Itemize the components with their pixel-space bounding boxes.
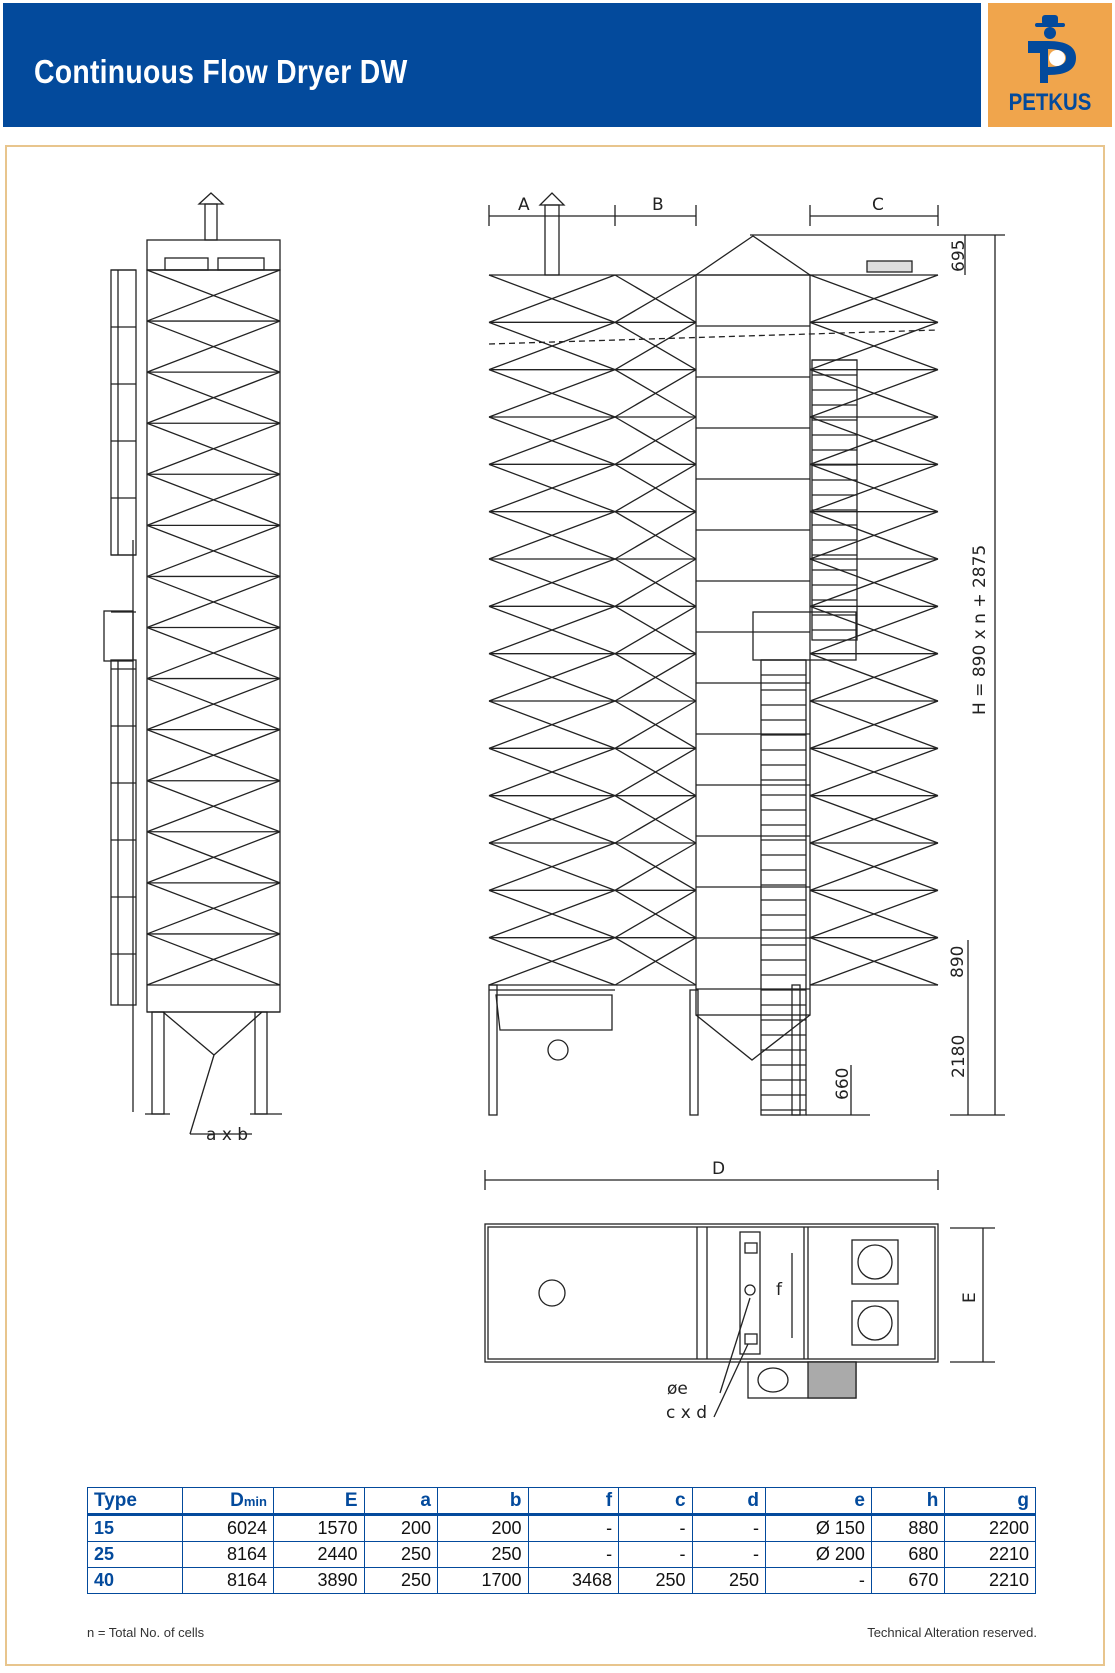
side-vent <box>165 258 208 270</box>
table-cell: 3890 <box>274 1568 365 1594</box>
footnote-cells: n = Total No. of cells <box>87 1625 205 1640</box>
table-cell: 680 <box>871 1542 944 1568</box>
col-header: E <box>274 1488 365 1515</box>
table-cell: - <box>528 1515 619 1542</box>
exhaust-chimney <box>205 204 217 240</box>
label-cxd: c x d <box>666 1403 708 1423</box>
cxd-leader <box>714 1344 748 1417</box>
side-hopper <box>163 1012 262 1055</box>
front-hopper <box>696 1015 810 1060</box>
table-row <box>88 1568 1036 1594</box>
table-cell: 8164 <box>183 1568 274 1594</box>
dim-890: 890 <box>948 945 968 978</box>
table-cell: 250 <box>692 1568 765 1594</box>
plan-inlet <box>539 1280 565 1306</box>
col-header: a <box>364 1488 437 1515</box>
table-cell: 250 <box>619 1568 692 1594</box>
table-cell: 2210 <box>945 1542 1036 1568</box>
dashed-grain-line <box>489 330 938 344</box>
table-cell: - <box>766 1568 872 1594</box>
front-fan-housing <box>496 995 612 1030</box>
table-cell: 3468 <box>528 1568 619 1594</box>
side-platform <box>104 611 133 661</box>
plan-motor-block <box>808 1362 856 1398</box>
table-cell: 250 <box>364 1542 437 1568</box>
front-central-roof <box>696 236 810 275</box>
table-cell: 200 <box>438 1515 529 1542</box>
col-header: c <box>619 1488 692 1515</box>
table-cell: 2210 <box>945 1568 1036 1594</box>
table-cell: Ø 200 <box>766 1542 872 1568</box>
col-header: b <box>438 1488 529 1515</box>
front-leg <box>690 990 698 1115</box>
dim-height-formula: H = 890 x n + 2875 <box>970 544 990 715</box>
plan-fan-rotor <box>858 1306 892 1340</box>
col-header: e <box>766 1488 872 1515</box>
label-C: C <box>872 195 884 215</box>
plan-fan <box>852 1301 898 1345</box>
table-row <box>88 1515 1036 1542</box>
label-oe: øe <box>667 1379 688 1399</box>
table-cell: - <box>528 1542 619 1568</box>
side-leg <box>152 1012 164 1114</box>
table-cell: - <box>692 1515 765 1542</box>
axb-leader <box>190 1055 214 1134</box>
table-cell: 25 <box>88 1542 183 1568</box>
plan-square <box>745 1334 757 1344</box>
col-header: f <box>528 1488 619 1515</box>
col-header: d <box>692 1488 765 1515</box>
table-cell: - <box>692 1542 765 1568</box>
col-header: Dmin <box>183 1488 274 1515</box>
col-header: Type <box>88 1488 183 1515</box>
table-cell: 8164 <box>183 1542 274 1568</box>
side-vent <box>218 258 264 270</box>
exhaust-chimney-cap <box>199 193 223 204</box>
side-top-housing <box>147 240 280 270</box>
label-B: B <box>652 195 664 215</box>
front-vent <box>867 261 912 272</box>
plan-fan <box>852 1240 898 1284</box>
plan-outline <box>485 1224 938 1362</box>
table-cell: 6024 <box>183 1515 274 1542</box>
table-cell: Ø 150 <box>766 1515 872 1542</box>
plan-motor-drum <box>758 1368 788 1392</box>
table-cell: 670 <box>871 1568 944 1594</box>
front-platform <box>753 612 856 660</box>
side-panel <box>111 270 136 555</box>
label-E: E <box>960 1292 980 1303</box>
plan-pipe <box>745 1285 755 1295</box>
page-title: Continuous Flow Dryer DW <box>34 53 408 90</box>
side-column-body <box>147 270 280 1012</box>
col-header: h <box>871 1488 944 1515</box>
table-cell: - <box>619 1542 692 1568</box>
label-axb: a x b <box>206 1125 249 1145</box>
footnote-alteration: Technical Alteration reserved. <box>867 1625 1037 1640</box>
dim-660: 660 <box>833 1067 853 1100</box>
front-chimney-cap <box>540 193 564 205</box>
front-leg <box>489 985 497 1115</box>
table-cell: 2200 <box>945 1515 1036 1542</box>
table-cell: 1570 <box>274 1515 365 1542</box>
table-row <box>88 1542 1036 1568</box>
table-cell: 250 <box>364 1568 437 1594</box>
table-cell: 2440 <box>274 1542 365 1568</box>
table-header-row <box>88 1488 1036 1515</box>
label-A: A <box>518 195 530 215</box>
side-leg <box>255 1012 267 1114</box>
label-D: D <box>712 1159 726 1179</box>
table-cell: 1700 <box>438 1568 529 1594</box>
table-cell: - <box>619 1515 692 1542</box>
specifications-table <box>87 1487 1036 1594</box>
table-cell: 200 <box>364 1515 437 1542</box>
plan-fan-rotor <box>858 1245 892 1279</box>
table-cell: 880 <box>871 1515 944 1542</box>
brand-name: PETKUS <box>1008 89 1092 116</box>
side-panel <box>111 660 136 1005</box>
col-header: g <box>945 1488 1036 1515</box>
front-motor <box>548 1040 568 1060</box>
oe-leader <box>720 1298 750 1393</box>
label-f: f <box>776 1280 782 1300</box>
dim-2180: 2180 <box>949 1034 969 1078</box>
plan-square <box>745 1243 757 1253</box>
dim-695: 695 <box>949 239 969 272</box>
table-cell: 15 <box>88 1515 183 1542</box>
table-cell: 250 <box>438 1542 529 1568</box>
table-cell: 40 <box>88 1568 183 1594</box>
